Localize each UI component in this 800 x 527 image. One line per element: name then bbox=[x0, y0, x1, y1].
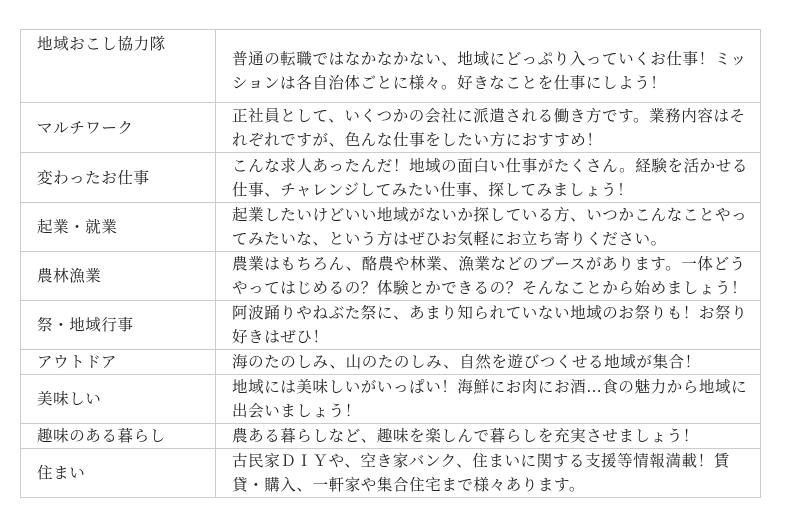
description-cell: 正社員として、いくつかの会社に派遣される働き方です。業務内容はそれぞれですが、色んな仕事をしたい方におすすめ！ bbox=[216, 103, 761, 153]
table-row bbox=[21, 252, 761, 301]
category-cell: 住まい bbox=[21, 449, 216, 498]
table-row bbox=[21, 449, 761, 498]
table-row bbox=[21, 203, 761, 252]
table-row bbox=[21, 103, 761, 153]
table-row bbox=[21, 153, 761, 203]
table-row bbox=[21, 350, 761, 375]
category-cell: 美味しい bbox=[21, 375, 216, 424]
category-cell: 変わったお仕事 bbox=[21, 153, 216, 203]
category-cell: アウトドア bbox=[21, 350, 216, 375]
category-cell: 起業・就業 bbox=[21, 203, 216, 252]
category-cell: 趣味のある暮らし bbox=[21, 424, 216, 449]
category-table bbox=[20, 29, 761, 498]
category-cell: 祭・地域行事 bbox=[21, 301, 216, 350]
description-cell: 海のたのしみ、山のたのしみ、自然を遊びつくせる地域が集合！ bbox=[216, 350, 761, 375]
table-row bbox=[21, 301, 761, 350]
description-cell: 阿波踊りやねぶた祭に、あまり知られていない地域のお祭りも！お祭り好きはぜひ！ bbox=[216, 301, 761, 350]
category-cell: 農林漁業 bbox=[21, 252, 216, 301]
category-cell: 地域おこし協力隊 bbox=[21, 30, 216, 103]
table-row bbox=[21, 424, 761, 449]
description-cell: 普通の転職ではなかなかない、地域にどっぷり入っていくお仕事！ミッションは各自治体ごとに様々。好きなことを仕事にしよう！ bbox=[216, 30, 761, 103]
table-row bbox=[21, 375, 761, 424]
description-cell: 農ある暮らしなど、趣味を楽しんで暮らしを充実させましょう！ bbox=[216, 424, 761, 449]
description-cell: 農業はもちろん、酪農や林業、漁業などのブースがあります。一体どうやってはじめるの？体験とかできるの？そんなことから始めましょう！ bbox=[216, 252, 761, 301]
description-cell: 古民家ＤＩＹや、空き家バンク、住まいに関する支援等情報満載！賃貸・購入、一軒家や集合住宅まで様々あります。 bbox=[216, 449, 761, 498]
description-cell: こんな求人あったんだ！地域の面白い仕事がたくさん。経験を活かせる仕事、チャレンジしてみたい仕事、探してみましょう！ bbox=[216, 153, 761, 203]
category-cell: マルチワーク bbox=[21, 103, 216, 153]
description-cell: 起業したいけどいい地域がないか探している方、いつかこんなことやってみたいな、という方はぜひお気軽にお立ち寄りください。 bbox=[216, 203, 761, 252]
description-cell: 地域には美味しいがいっぱい！海鮮にお肉にお酒…食の魅力から地域に出会いましょう！ bbox=[216, 375, 761, 424]
table-row bbox=[21, 30, 761, 103]
